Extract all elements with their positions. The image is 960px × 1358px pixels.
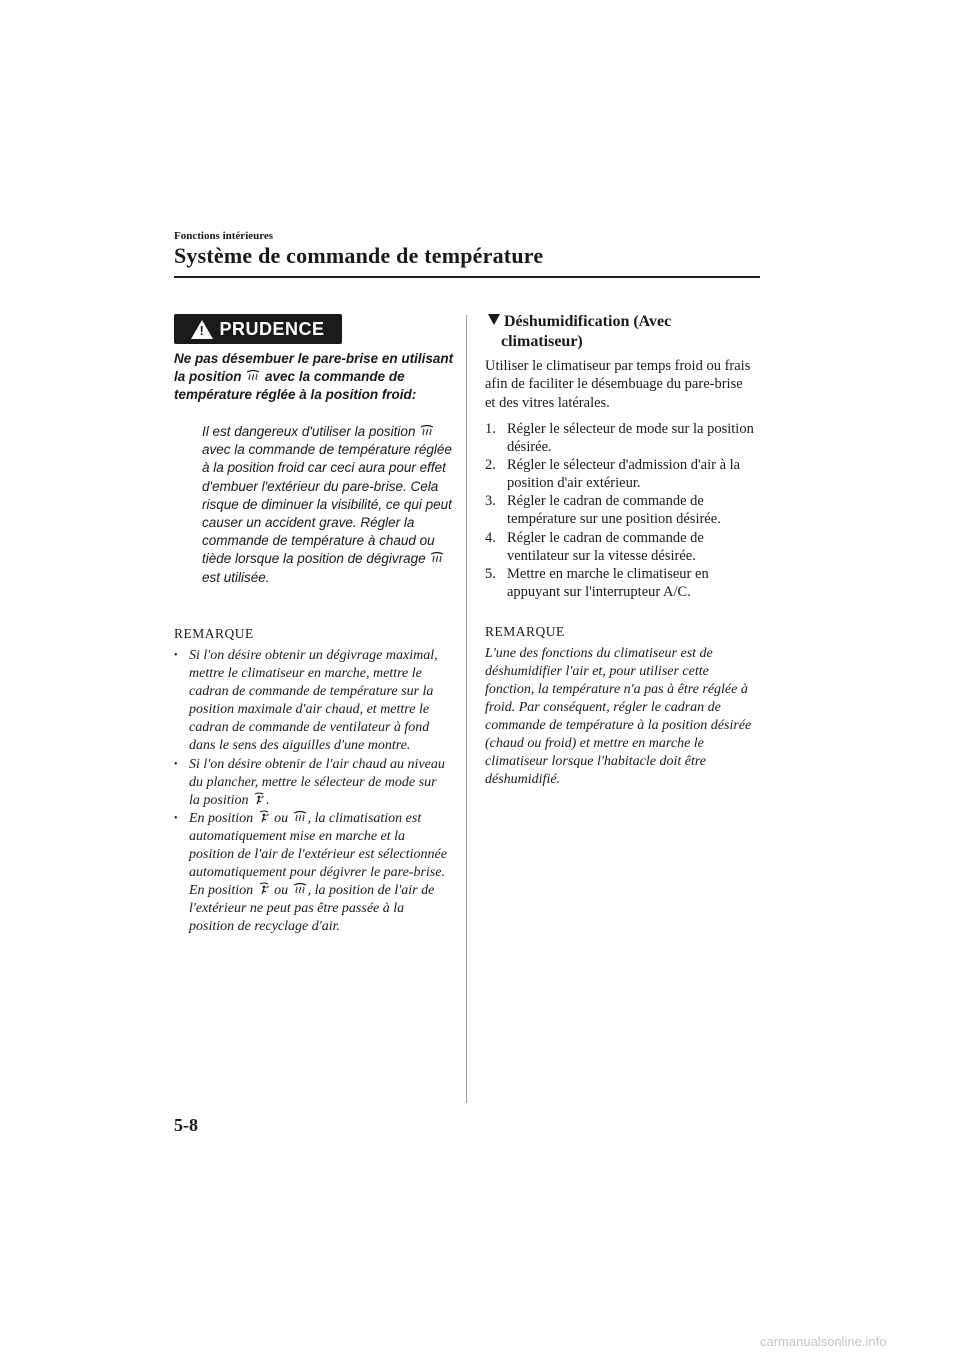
note-list bbox=[174, 647, 450, 937]
windshield-defroster-icon bbox=[430, 551, 444, 564]
step-text: Mettre en marche le climatiseur en appuyant sur l'interrupteur A/C. bbox=[507, 565, 709, 600]
list-item bbox=[174, 756, 450, 810]
caution-heading bbox=[174, 350, 454, 404]
step-text: Régler le sélecteur d'admission d'air à la position d'air extérieur. bbox=[507, 457, 741, 492]
list-item bbox=[485, 420, 760, 456]
note-item-text: ou bbox=[274, 810, 289, 826]
warning-triangle-icon: ! bbox=[191, 320, 213, 339]
step-number: 4. bbox=[485, 529, 496, 546]
note-item-text: ou bbox=[274, 883, 289, 899]
intro-paragraph: Utiliser le climatiseur par temps froid ou frais afin de faciliter le désembuage du pare-brise et des vitres latérales. bbox=[485, 358, 751, 411]
triangle-down-icon bbox=[488, 314, 500, 325]
list-item bbox=[485, 492, 760, 528]
watermark: carmanualsonline.info bbox=[760, 1334, 887, 1349]
note-title: REMARQUE bbox=[485, 624, 565, 639]
section-heading bbox=[488, 312, 758, 352]
list-item bbox=[485, 529, 760, 565]
note-item-text: , la climatisation est automatiquement mise en marche et la position de l'air de l'extérieur est sélectionnée automatiquement pour dégivrer le pare-brise. En position bbox=[189, 810, 447, 899]
step-number: 2. bbox=[485, 457, 496, 474]
note-item-text: Si l'on désire obtenir un dégivrage maximal, mettre le climatiseur en marche, mettre le cadran de commande de température sur la position maximale d'air chaud, et mettre le cadran de commande de ventilateur à fond dans le sens des aiguilles d'une montre. bbox=[189, 648, 438, 754]
caution-heading-text-2: avec la commande de température réglée à la position froid: bbox=[174, 369, 417, 402]
windshield-defroster-icon bbox=[246, 369, 260, 382]
steps-list bbox=[485, 420, 760, 601]
note-item-text: En position bbox=[189, 810, 254, 826]
page-number: 5-8 bbox=[174, 1115, 198, 1135]
title-divider bbox=[174, 276, 760, 278]
list-item bbox=[174, 810, 450, 937]
list-item bbox=[174, 647, 450, 756]
caution-body bbox=[202, 423, 452, 587]
section-heading-line-2: climatiseur) bbox=[501, 333, 583, 350]
floor-defroster-icon bbox=[258, 810, 270, 823]
list-item bbox=[485, 456, 760, 492]
column-divider bbox=[466, 315, 467, 1103]
step-text: Régler le sélecteur de mode sur la position désirée. bbox=[507, 421, 754, 456]
caution-body-text-3: est utilisée. bbox=[202, 569, 270, 585]
windshield-defroster-icon bbox=[420, 424, 434, 437]
note-item-text: Si l'on désire obtenir de l'air chaud au niveau du plancher, mettre le sélecteur de mode sur la position bbox=[189, 756, 445, 808]
note-paragraph: L'une des fonctions du climatiseur est de déshumidifier l'air et, pour utiliser cette fonction, la température n'a pas à être réglée à froid. Par conséquent, régler le cadran de commande de température à la position désirée (chaud ou froid) et mettre en marche le climatiseur lorsque l'habitacle doit être déshumidifié. bbox=[485, 646, 752, 787]
caution-heading-text-1: Ne pas désembuer le pare-brise en utilisant la position bbox=[174, 351, 454, 384]
windshield-defroster-icon bbox=[293, 810, 307, 823]
windshield-defroster-icon bbox=[293, 882, 307, 895]
list-item bbox=[485, 565, 760, 601]
note-title: REMARQUE bbox=[174, 626, 254, 641]
note-item-text: . bbox=[266, 792, 270, 808]
step-number: 3. bbox=[485, 493, 496, 510]
section-label: Fonctions intérieures bbox=[174, 230, 274, 242]
step-text: Régler le cadran de commande de température sur une position désirée. bbox=[507, 493, 721, 528]
caution-banner bbox=[174, 314, 342, 344]
caution-body-text-2: avec la commande de température réglée à la position froid car ceci aura pour effet d'embuer l'extérieur du pare-brise. Cela risque de diminuer la visibilité, ce qui peut causer un accident grave. Régler la commande de température à chaud ou tiède lorsque la position de dégivrage bbox=[202, 442, 452, 567]
section-heading-line-1: Déshumidification (Avec bbox=[504, 313, 672, 330]
step-number: 5. bbox=[485, 565, 496, 582]
caution-label: PRUDENCE bbox=[219, 318, 325, 339]
caution-body-text-1: Il est dangereux d'utiliser la position bbox=[202, 424, 416, 439]
floor-defroster-icon bbox=[253, 792, 265, 805]
step-text: Régler le cadran de commande de ventilateur sur la vitesse désirée. bbox=[507, 529, 704, 564]
note-item-text: , la position de l'air de l'extérieur ne peut pas être passée à la position de recyclage d'air. bbox=[189, 883, 435, 935]
floor-defroster-icon bbox=[258, 882, 270, 895]
page-title: Système de commande de température bbox=[174, 243, 544, 268]
step-number: 1. bbox=[485, 421, 496, 437]
